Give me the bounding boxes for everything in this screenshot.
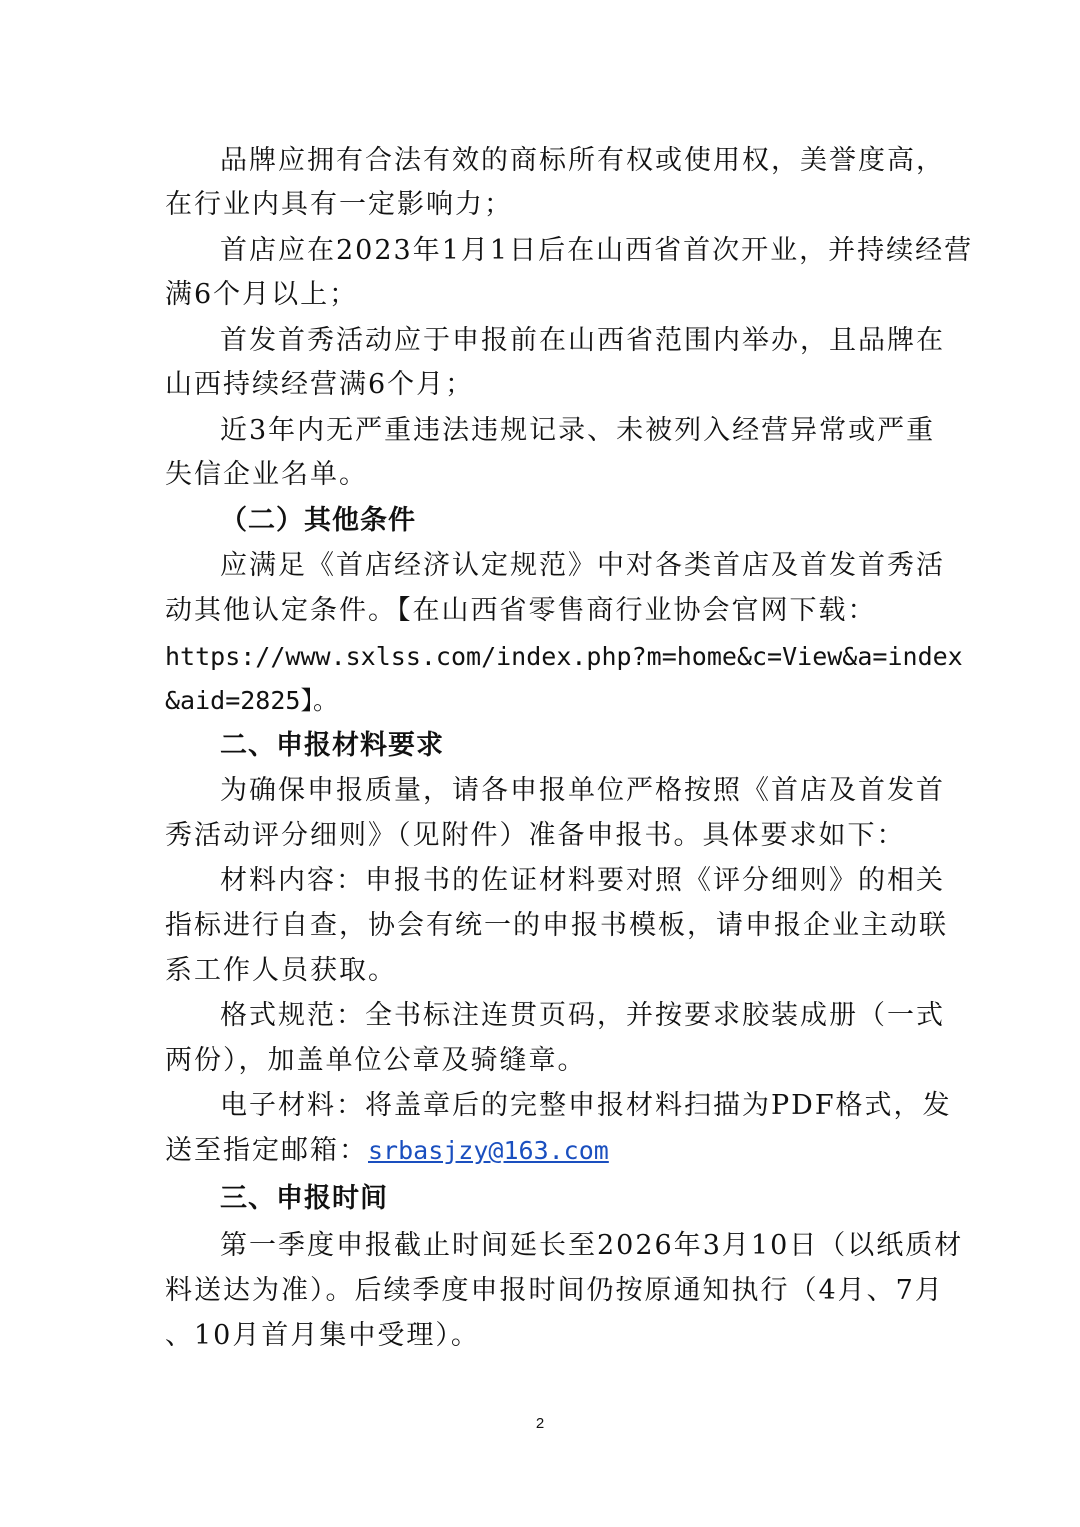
paragraph-line: 首发首秀活动应于申报前在山西省范围内举办，且品牌在 bbox=[220, 325, 945, 356]
paragraph-line: 近3年内无严重违法违规记录、未被列入经营异常或严重 bbox=[220, 415, 936, 446]
email-line bbox=[165, 1128, 925, 1174]
url-line-end: &aid=2825】。 bbox=[165, 686, 338, 715]
paragraph-line: 秀活动评分细则》（见附件）准备申报书。具体要求如下： bbox=[165, 820, 906, 851]
paragraph-line: 满6个月以上； bbox=[165, 279, 359, 310]
section-heading-materials: 二、申报材料要求 bbox=[220, 730, 444, 761]
page-number: 2 bbox=[535, 1415, 545, 1432]
paragraph-line: 指标进行自查，协会有统一的申报书模板，请申报企业主动联 bbox=[165, 910, 948, 941]
paragraph-line: 电子材料：将盖章后的完整申报材料扫描为PDF格式，发 bbox=[220, 1090, 952, 1121]
paragraph-line: 第一季度申报截止时间延长至2026年3月10日（以纸质材 bbox=[220, 1230, 964, 1261]
paragraph-line: 首店应在2023年1月1日后在山西省首次开业，并持续经营 bbox=[220, 235, 974, 266]
paragraph-line: 系工作人员获取。 bbox=[165, 955, 397, 986]
section-heading-timeline: 三、申报时间 bbox=[220, 1183, 388, 1214]
paragraph-line: 料送达为准）。后续季度申报时间仍按原通知执行（4月、7月 bbox=[165, 1275, 944, 1306]
paragraph-line: 山西持续经营满6个月； bbox=[165, 369, 475, 400]
paragraph-line: 失信企业名单。 bbox=[165, 459, 368, 490]
section-heading-other-conditions: （二）其他条件 bbox=[220, 505, 416, 536]
paragraph-line: 、10月首月集中受理）。 bbox=[165, 1320, 480, 1351]
paragraph-line: 格式规范：全书标注连贯页码，并按要求胶装成册（一式 bbox=[220, 1000, 945, 1031]
paragraph-line: 材料内容：申报书的佐证材料要对照《评分细则》的相关 bbox=[220, 865, 945, 896]
email-prefix: 送至指定邮箱： bbox=[165, 1135, 368, 1166]
paragraph-line: 为确保申报质量，请各申报单位严格按照《首店及首发首 bbox=[220, 775, 945, 806]
paragraph-line: 动其他认定条件。【在山西省零售商行业协会官网下载： bbox=[165, 595, 877, 626]
paragraph-line: 两份），加盖单位公章及骑缝章。 bbox=[165, 1045, 587, 1076]
paragraph-line: 应满足《首店经济认定规范》中对各类首店及首发首秀活 bbox=[220, 550, 945, 581]
paragraph-line: 品牌应拥有合法有效的商标所有权或使用权，美誉度高， bbox=[220, 145, 945, 176]
paragraph-line: 在行业内具有一定影响力； bbox=[165, 189, 513, 220]
email-link[interactable]: srbasjzy@163.com bbox=[368, 1136, 609, 1165]
url-line: https://www.sxlss.com/index.php?m=home&c=View&a=index bbox=[165, 642, 963, 671]
